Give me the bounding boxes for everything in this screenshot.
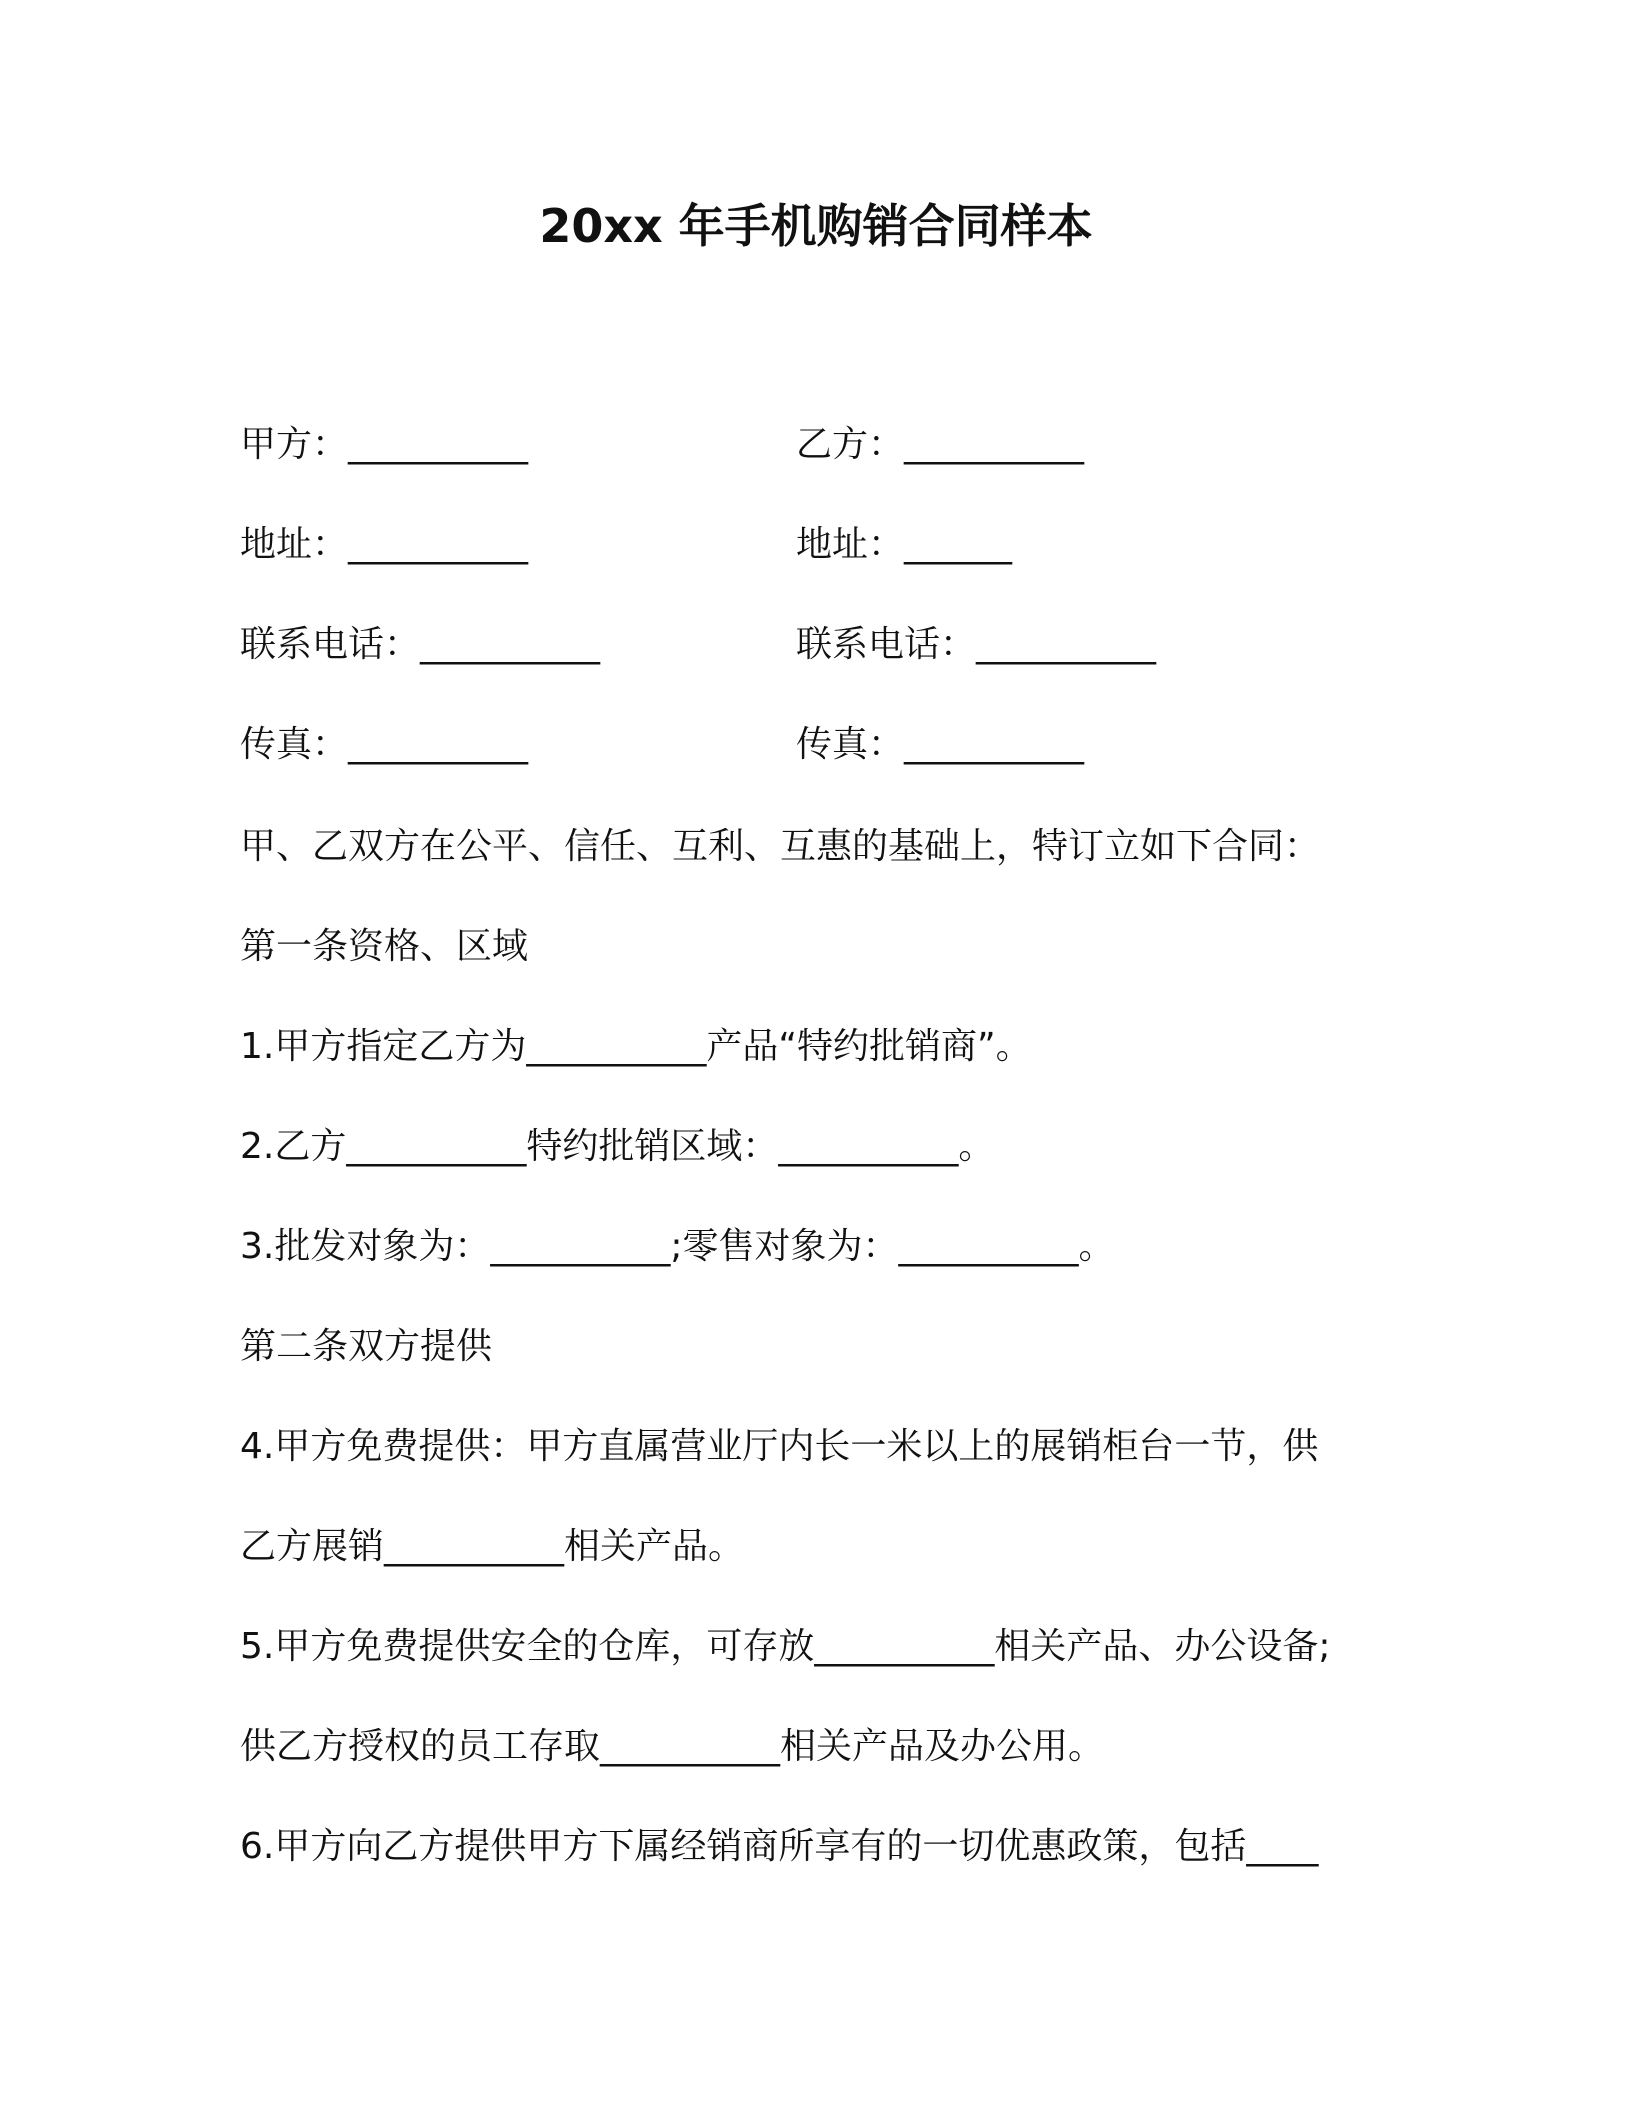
fax-b-field: 传真：__________: [796, 724, 1085, 765]
article-1-item-1: 1.甲方指定乙方为__________产品“特约批销商”。: [240, 1026, 1032, 1067]
article-1-heading: 第一条资格、区域: [240, 926, 529, 967]
address-b-field: 地址：______: [796, 524, 1013, 565]
article-2-item-4-line-1: 4.甲方免费提供：甲方直属营业厅内长一米以上的展销柜台一节，供: [240, 1426, 1319, 1467]
article-2-item-5-line-1: 5.甲方免费提供安全的仓库，可存放__________相关产品、办公设备;: [240, 1626, 1331, 1667]
address-a-field: 地址：__________: [240, 524, 529, 565]
intro-paragraph: 甲、乙双方在公平、信任、互利、互惠的基础上，特订立如下合同：: [240, 826, 1321, 867]
phone-b-field: 联系电话：__________: [796, 624, 1157, 665]
party-a-field: 甲方：__________: [240, 424, 529, 465]
article-2-item-5-line-2: 供乙方授权的员工存取__________相关产品及办公用。: [240, 1726, 1105, 1767]
document-title: 20xx 年手机购销合同样本: [539, 199, 1093, 253]
fax-a-field: 传真：__________: [240, 724, 529, 765]
article-2-item-4-line-2: 乙方展销__________相关产品。: [240, 1526, 745, 1567]
article-1-item-2: 2.乙方__________特约批销区域：__________。: [240, 1126, 995, 1167]
article-2-item-6-line-1: 6.甲方向乙方提供甲方下属经销商所享有的一切优惠政策，包括____: [240, 1826, 1319, 1867]
article-2-heading: 第二条双方提供: [240, 1326, 493, 1367]
phone-a-field: 联系电话：__________: [240, 624, 601, 665]
party-b-field: 乙方：__________: [796, 424, 1085, 465]
article-1-item-3: 3.批发对象为：__________;零售对象为：__________。: [240, 1226, 1115, 1267]
